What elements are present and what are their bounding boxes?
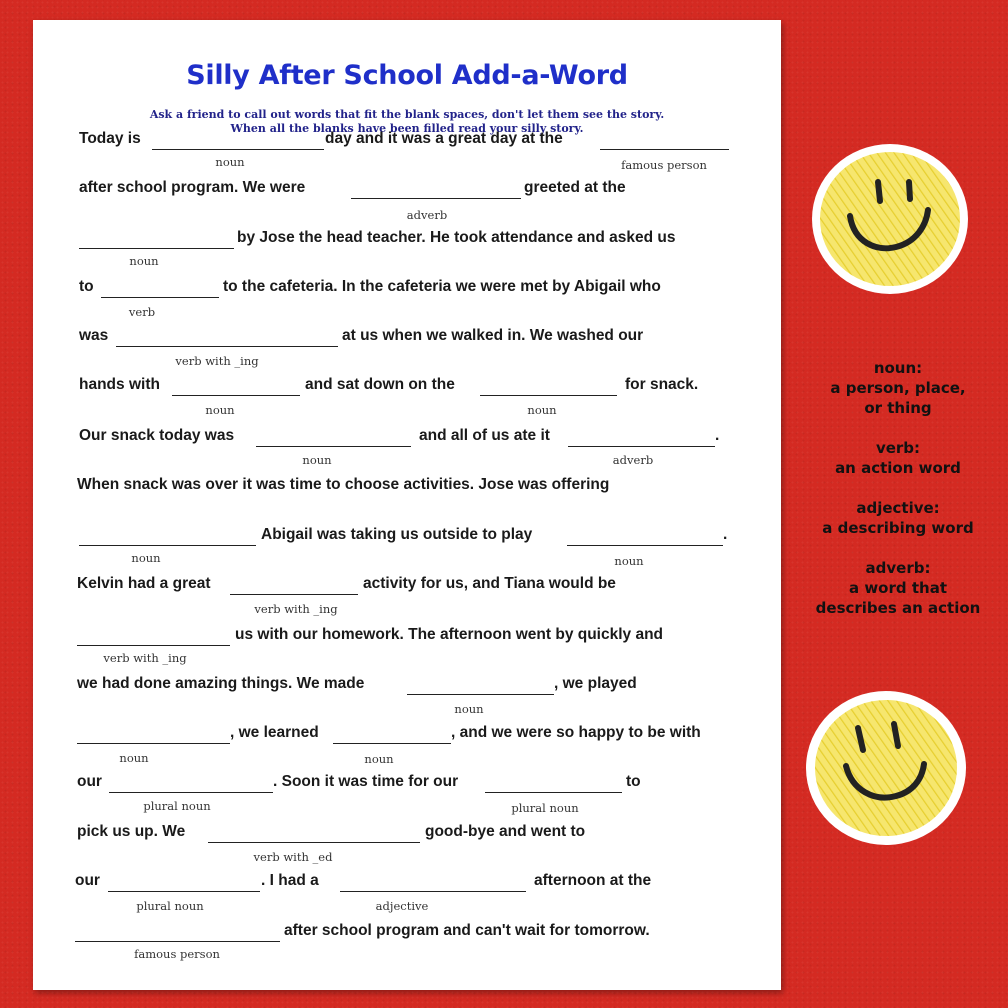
- glossary-term: adjective:: [856, 499, 940, 517]
- glossary-definition: a person, place,: [830, 379, 966, 397]
- blank-field[interactable]: [172, 395, 300, 396]
- blank-field[interactable]: [75, 941, 280, 942]
- blank-field[interactable]: [256, 446, 411, 447]
- story-text: Our snack today was: [79, 427, 235, 444]
- glossary-definition: describes an action: [815, 599, 981, 617]
- story-text: good-bye and went to: [425, 823, 586, 840]
- story-text: to: [626, 773, 641, 790]
- blank-label: adverb: [612, 453, 654, 467]
- glossary-definition: a word that: [848, 579, 947, 597]
- worksheet-page: [33, 20, 781, 990]
- smiley-face-icon: [800, 686, 970, 851]
- blank-field[interactable]: [77, 743, 230, 744]
- glossary-definition: or thing: [864, 399, 932, 417]
- blank-label: verb with _ing: [103, 651, 187, 665]
- blank-label: famous person: [134, 947, 220, 961]
- story-text: to: [79, 278, 94, 295]
- blank-field[interactable]: [340, 891, 526, 892]
- glossary-definition: an action word: [835, 459, 961, 477]
- story-text: Kelvin had a great: [77, 575, 211, 592]
- glossary-adjective: [808, 498, 988, 538]
- blank-label: noun: [131, 551, 161, 565]
- instructions-line-2: When all the blanks have been filled read your silly story.: [230, 122, 584, 135]
- blank-field[interactable]: [567, 545, 723, 546]
- glossary-adverb: [808, 558, 988, 618]
- blank-label: verb: [128, 305, 156, 319]
- story-text: our: [77, 773, 102, 790]
- story-text: Today is: [79, 130, 141, 147]
- blank-field[interactable]: [568, 446, 715, 447]
- story-text: us with our homework. The afternoon went by quickly and: [235, 626, 664, 643]
- blank-field[interactable]: [351, 198, 521, 199]
- blank-label: plural noun: [143, 799, 211, 813]
- blank-label: plural noun: [136, 899, 204, 913]
- blank-label: noun: [119, 751, 149, 765]
- story-text: we had done amazing things. We made: [77, 675, 365, 692]
- blank-label: noun: [205, 403, 235, 417]
- blank-label: verb with _ing: [254, 602, 338, 616]
- story-text: , we learned: [230, 724, 319, 741]
- word-type-glossary: [808, 358, 988, 638]
- blank-label: adjective: [375, 899, 429, 913]
- story-text: and sat down on the: [305, 376, 455, 393]
- story-text: pick us up. We: [77, 823, 186, 840]
- blank-label: verb with _ed: [253, 850, 333, 864]
- blank-label: noun: [364, 752, 394, 766]
- smiley-face-icon: [806, 138, 972, 298]
- blank-field[interactable]: [230, 594, 358, 595]
- story-text: When snack was over it was time to choose activities. Jose was offering: [77, 476, 610, 493]
- blank-field[interactable]: [109, 792, 273, 793]
- story-text: Abigail was taking us outside to play: [261, 526, 533, 543]
- blank-field[interactable]: [101, 297, 219, 298]
- blank-label: noun: [454, 702, 484, 716]
- story-text: . Soon it was time for our: [273, 773, 459, 790]
- glossary-noun: [808, 358, 988, 418]
- story-text: at us when we walked in. We washed our: [342, 327, 644, 344]
- blank-label: noun: [215, 155, 245, 169]
- glossary-term: adverb:: [865, 559, 931, 577]
- story-text: was: [79, 327, 109, 344]
- story-text: for snack.: [625, 376, 699, 393]
- story-text: and all of us ate it: [419, 427, 550, 444]
- blank-field[interactable]: [208, 842, 420, 843]
- blank-field[interactable]: [79, 248, 234, 249]
- blank-field[interactable]: [485, 792, 622, 793]
- story-text: hands with: [79, 376, 160, 393]
- story-text: by Jose the head teacher. He took attendance and asked us: [237, 229, 676, 246]
- worksheet-title: Silly After School Add-a-Word: [186, 60, 628, 91]
- story-text: day and it was a great day at the: [325, 130, 563, 147]
- blank-field[interactable]: [79, 545, 256, 546]
- blank-field[interactable]: [116, 346, 338, 347]
- blank-label: plural noun: [511, 801, 579, 815]
- story-text: , and we were so happy to be with: [451, 724, 701, 741]
- story-text: , we played: [554, 675, 637, 692]
- blank-field[interactable]: [600, 149, 729, 150]
- blank-label: noun: [302, 453, 332, 467]
- blank-label: adverb: [406, 208, 448, 222]
- blank-field[interactable]: [152, 149, 324, 150]
- story-text: . I had a: [261, 872, 319, 889]
- blank-label: noun: [129, 254, 159, 268]
- story-text: afternoon at the: [534, 872, 652, 889]
- story-text: to the cafeteria. In the cafeteria we were met by Abigail who: [223, 278, 661, 295]
- story-text: .: [723, 526, 728, 543]
- story-text: our: [75, 872, 100, 889]
- blank-label: noun: [527, 403, 557, 417]
- glossary-verb: [808, 438, 988, 478]
- blank-field[interactable]: [77, 645, 230, 646]
- blank-field[interactable]: [108, 891, 260, 892]
- story-text: after school program and can't wait for tomorrow.: [284, 922, 650, 939]
- story-text: .: [715, 427, 720, 444]
- glossary-definition: a describing word: [822, 519, 974, 537]
- blank-field[interactable]: [407, 694, 554, 695]
- blank-label: famous person: [621, 158, 707, 172]
- story-text: activity for us, and Tiana would be: [363, 575, 616, 592]
- story-text: greeted at the: [524, 179, 626, 196]
- glossary-term: verb:: [875, 439, 921, 457]
- blank-label: noun: [614, 554, 644, 568]
- blank-field[interactable]: [480, 395, 617, 396]
- instructions-line-1: Ask a friend to call out words that fit the blank spaces, don't let them see the story.: [149, 108, 665, 121]
- story-text: after school program. We were: [79, 179, 306, 196]
- glossary-term: noun:: [873, 359, 923, 377]
- blank-label: verb with _ing: [175, 354, 259, 368]
- blank-field[interactable]: [333, 743, 451, 744]
